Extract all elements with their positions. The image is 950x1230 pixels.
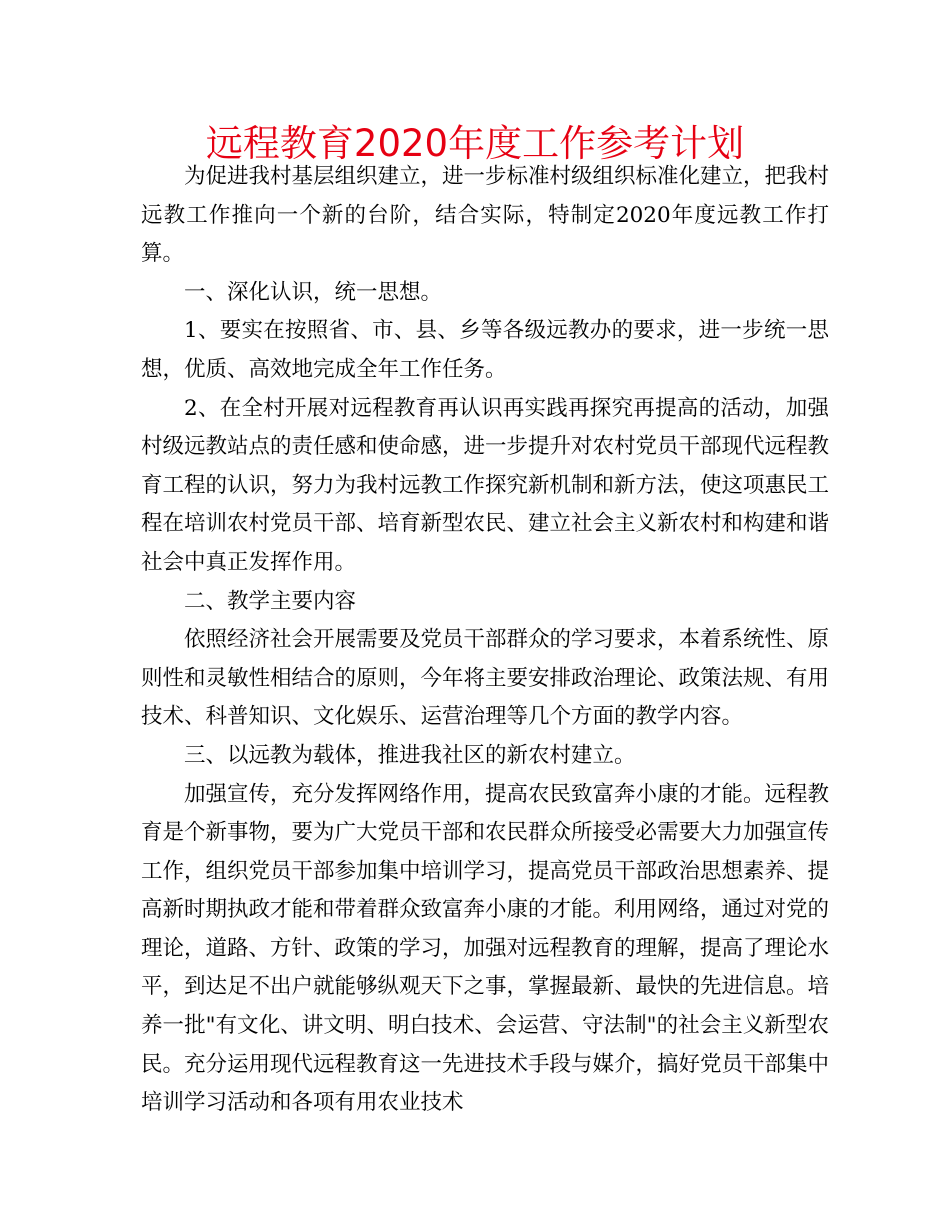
document-body — [141, 158, 829, 1123]
paragraph-intro: 为促进我村基层组织建立，进一步标准村级组织标准化建立，把我村远教工作推向一个新的台阶，结合实际，特制定2020年度远教工作打算。 — [141, 164, 830, 267]
section-heading-2: 二、教学主要内容 — [184, 588, 357, 614]
section-heading-1: 一、深化认识，统一思想。 — [184, 279, 443, 305]
document-title: 远程教育2020年度工作参考计划 — [205, 122, 745, 165]
section-heading-3: 三、以远教为载体，推进我社区的新农村建立。 — [184, 742, 636, 768]
paragraph-item-2: 2、在全村开展对远程教育再认识再实践再探究再提高的活动，加强村级远教站点的责任感和使命感，进一步提升对农村党员干部现代远程教育工程的认识，努力为我村远教工作探究新机制和新方法，使这项惠民工程在培训农村党员干部、培育新型农民、建立社会主义新农村和构建和谐社会中真正发挥作用。 — [141, 395, 830, 575]
paragraph-publicity: 加强宣传，充分发挥网络作用，提高农民致富奔小康的才能。远程教育是个新事物，要为广大党员干部和农民群众所接受必需要大力加强宣传工作，组织党员干部参加集中培训学习，提高党员干部政治思想素养、提高新时期执政才能和带着群众致富奔小康的才能。利用网络，通过对党的理论，道路、方针、政策的学习，加强对远程教育的理解，提高了理论水平，到达足不出户就能够纵观天下之事，掌握最新、最快的先进信息。培养一批"有文化、讲文明、明白技术、会运营、守法制"的社会主义新型农民。充分运用现代远程教育这一先进技术手段与媒介，搞好党员干部集中培训学习活动和各项有用农业技术 — [141, 781, 830, 1116]
paragraph-item-1: 1、要实在按照省、市、县、乡等各级远教办的要求，进一步统一思想，优质、高效地完成全年工作任务。 — [141, 318, 829, 382]
paragraph-teaching-content: 依照经济社会开展需要及党员干部群众的学习要求，本着系统性、原则性和灵敏性相结合的原则，今年将主要安排政治理论、政策法规、有用技术、科普知识、文化娱乐、运营治理等几个方面的教学内容。 — [141, 627, 830, 730]
